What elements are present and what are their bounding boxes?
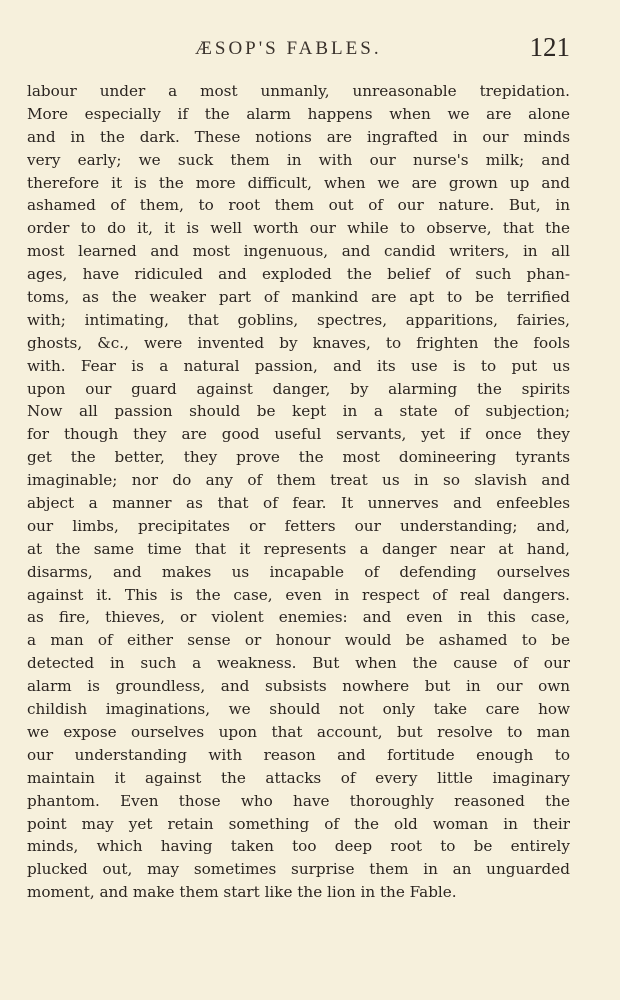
text-line: labour under a most unmanly, unreasonable trepidation. <box>27 82 570 100</box>
text-line: with. Fear is a natural passion, and its use is to put us <box>27 356 570 375</box>
text-line: get the better, they prove the most domineering tyrants <box>27 448 570 467</box>
text-line: for though they are good useful servants, yet if once they <box>27 425 570 444</box>
text-line: moment, and make them start like the lion in the Fable. <box>27 883 457 902</box>
text-line: ashamed of them, to root them out of our nature. But, in <box>27 196 570 215</box>
text-line: as fire, thieves, or violent enemies: and even in this case, <box>27 608 570 627</box>
text-line: our limbs, precipitates or fetters our understanding; and, <box>27 516 570 535</box>
text-line: ages, have ridiculed and exploded the belief of such phan- <box>27 265 570 284</box>
text-line: Now all passion should be kept in a state of subjection; <box>27 402 570 421</box>
text-line: More especially if the alarm happens when we are alone <box>27 104 570 123</box>
running-head <box>0 32 620 68</box>
text-line: alarm is groundless, and subsists nowhere but in our own <box>27 677 570 696</box>
text-line: very early; we suck them in with our nurse's milk; and <box>27 150 570 169</box>
text-line: abject a manner as that of fear. It unnerves and enfeebles <box>27 494 570 513</box>
text-line: disarms, and makes us incapable of defending ourselves <box>27 562 570 581</box>
body-text <box>27 80 570 904</box>
text-line: imaginable; nor do any of them treat us in so slavish and <box>27 471 570 490</box>
running-title: ÆSOP'S FABLES. <box>195 38 382 59</box>
text-line: detected in such a weakness. But when the cause of our <box>27 654 570 673</box>
text-line: our understanding with reason and fortitude enough to <box>27 745 570 764</box>
text-line: at the same time that it represents a danger near at hand, <box>27 539 570 558</box>
text-line: minds, which having taken too deep root to be entirely <box>27 837 570 856</box>
text-line: maintain it against the attacks of every little imaginary <box>27 768 570 787</box>
text-line: point may yet retain something of the old woman in their <box>27 814 570 833</box>
text-line: therefore it is the more difficult, when we are grown up and <box>27 173 570 192</box>
text-line: against it. This is the case, even in respect of real dangers. <box>27 585 570 604</box>
text-line: with; intimating, that goblins, spectres, apparitions, fairies, <box>27 310 570 329</box>
text-line: and in the dark. These notions are ingrafted in our minds <box>27 127 570 146</box>
text-line: most learned and most ingenuous, and candid writers, in all <box>27 242 570 261</box>
text-line: ghosts, &c., were invented by knaves, to frighten the fools <box>27 333 570 352</box>
text-line: toms, as the weaker part of mankind are apt to be terrified <box>27 288 570 307</box>
text-line: phantom. Even those who have thoroughly reasoned the <box>27 791 570 810</box>
text-line: childish imaginations, we should not only take care how <box>27 700 570 719</box>
text-line: upon our guard against danger, by alarming the spirits <box>27 379 570 398</box>
text-line: plucked out, may sometimes surprise them in an unguarded <box>27 860 570 879</box>
text-line: order to do it, it is well worth our while to observe, that the <box>27 219 570 238</box>
page-number: 121 <box>529 32 570 62</box>
text-line: we expose ourselves upon that account, but resolve to man <box>27 722 570 741</box>
text-line: a man of either sense or honour would be ashamed to be <box>27 631 570 650</box>
